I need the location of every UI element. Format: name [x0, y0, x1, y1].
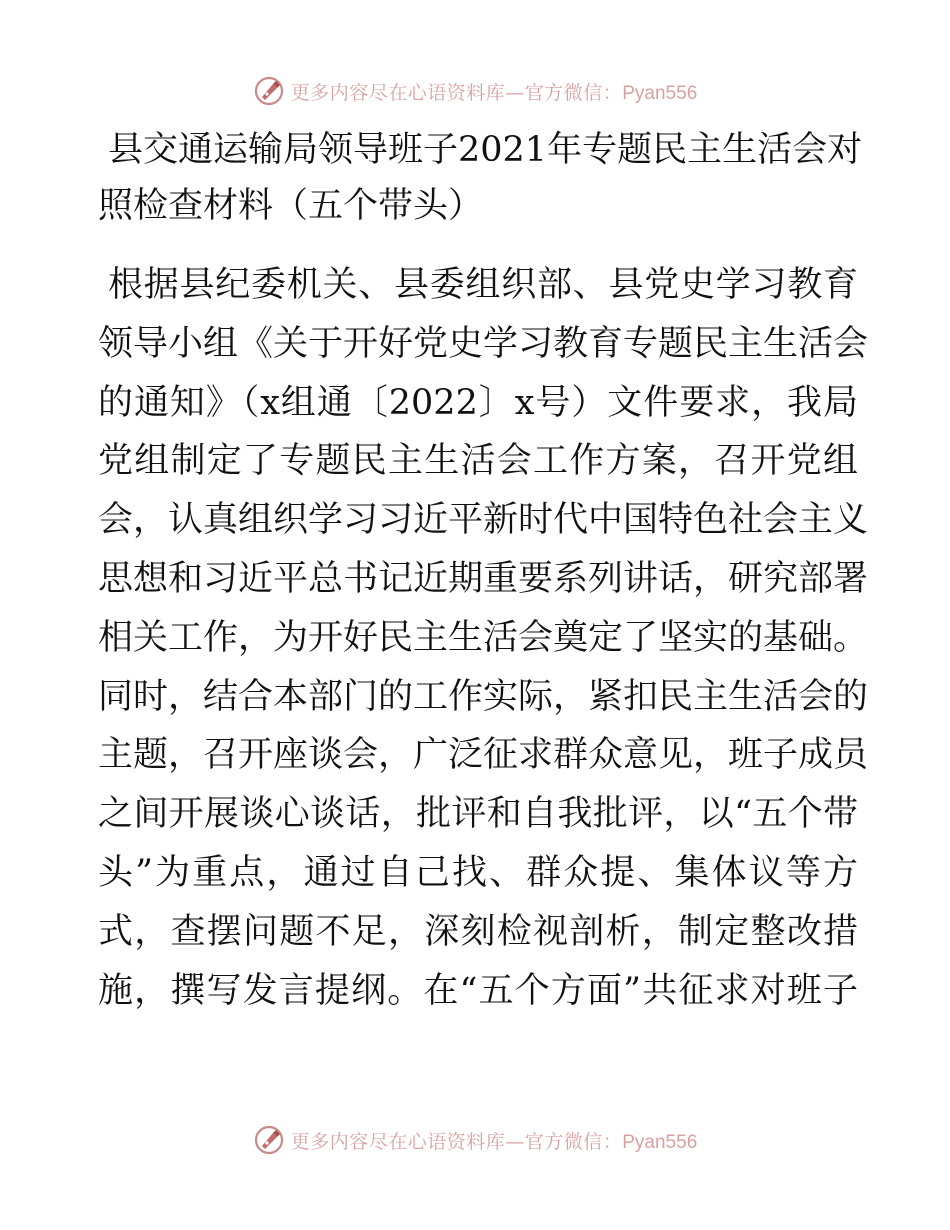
watermark-account: Pyan556	[622, 82, 698, 104]
paragraph-line: 根据县纪委机关、县委组织部、县党史学习教育	[108, 265, 858, 305]
header-watermark	[0, 71, 950, 111]
paragraph-line: 施，撰写发言提纲。在“五个方面”共征求对班子	[98, 970, 858, 1011]
paragraph-line: 党组制定了专题民主生活会工作方案，召开党组	[98, 441, 858, 482]
watermark-text: 更多内容尽在心语资料库—官方微信：Pyan556	[290, 81, 698, 104]
paragraph-line: 主题，召开座谈会，广泛征求群众意见，班子成员	[98, 735, 869, 776]
watermark-account: Pyan556	[622, 1131, 698, 1153]
footer-watermark	[0, 1120, 950, 1160]
paragraph-line: 同时，结合本部门的工作实际，紧扣民主生活会的	[98, 676, 869, 717]
document-body	[98, 256, 869, 1020]
document-content	[98, 122, 869, 1020]
paragraph-line: 式，查摆问题不足，深刻检视剖析，制定整改措	[98, 911, 858, 952]
pen-nib-logo-icon	[253, 1124, 285, 1156]
title-line: 照检查材料（五个带头）	[98, 186, 484, 226]
title-line: 县交通运输局领导班子2021年专题民主生活会对	[108, 130, 863, 170]
paragraph-line: 之间开展谈心谈话，批评和自我批评，以“五个带	[98, 794, 858, 835]
paragraph-line: 思想和习近平总书记近期重要系列讲话，研究部署	[98, 558, 869, 599]
paragraph-line: 相关工作，为开好民主生活会奠定了坚实的基础。	[98, 617, 869, 658]
pen-nib-logo-icon	[253, 75, 285, 107]
paragraph-line: 会，认真组织学习习近平新时代中国特色社会主义	[98, 500, 869, 541]
paragraph-line: 的通知》（x组通〔2022〕x号）文件要求，我局	[98, 382, 858, 423]
paragraph-line: 领导小组《关于开好党史学习教育专题民主生活会	[98, 323, 869, 364]
document-title	[98, 122, 863, 234]
watermark-text: 更多内容尽在心语资料库—官方微信：Pyan556	[290, 1130, 698, 1153]
paragraph-line: 头”为重点，通过自己找、群众提、集体议等方	[98, 852, 858, 893]
